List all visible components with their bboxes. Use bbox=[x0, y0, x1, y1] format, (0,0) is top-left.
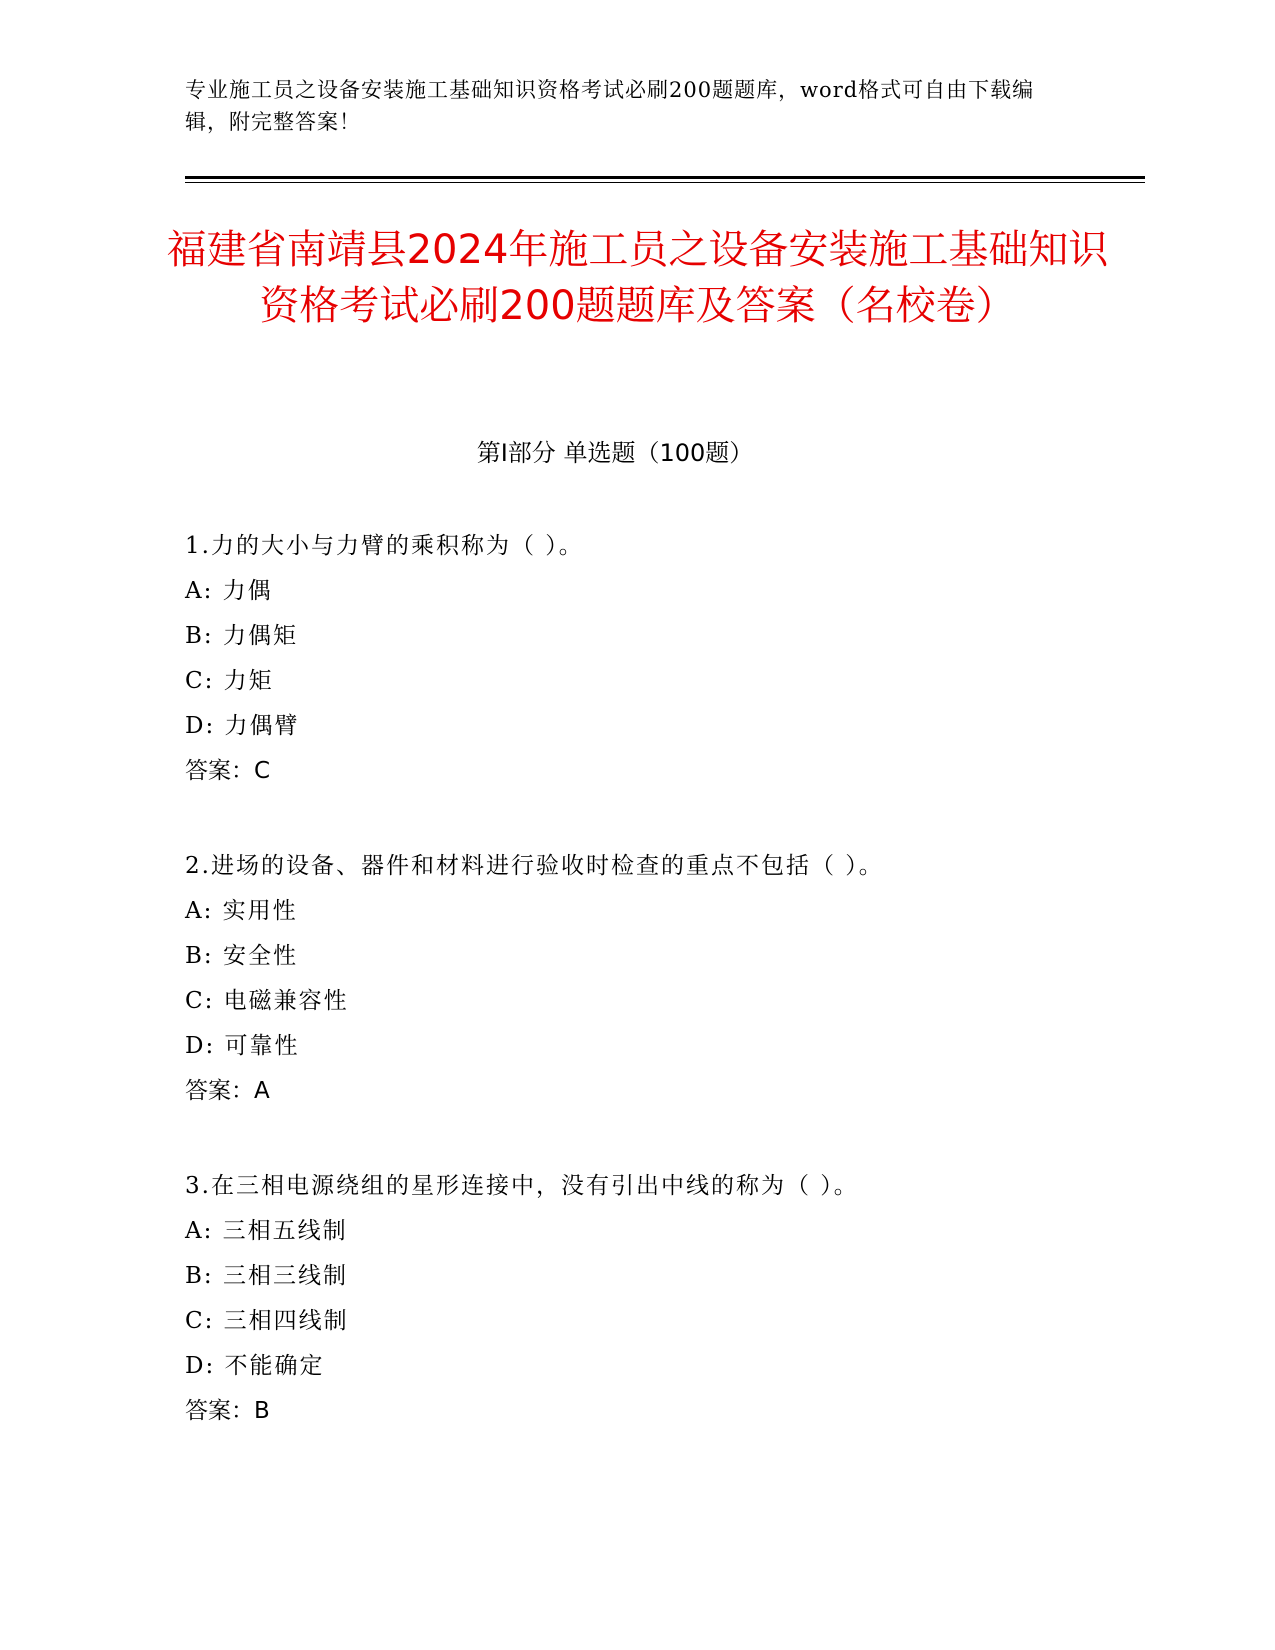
option-b: B: 三相三线制 bbox=[185, 1263, 348, 1289]
question-stem: 1.力的大小与力臂的乘积称为（ ）。 bbox=[185, 533, 584, 559]
question-stem: 2.进场的设备、器件和材料进行验收时检查的重点不包括（ ）。 bbox=[185, 853, 884, 879]
document-title: 福建省南靖县2024年施工员之设备安装施工基础知识资格考试必刷200题题库及答案（名校卷） bbox=[166, 227, 1109, 329]
answer: 答案：A bbox=[185, 1078, 270, 1104]
header-rule-thick bbox=[185, 176, 1145, 179]
header-rule-thin bbox=[185, 182, 1145, 183]
option-b: B: 安全性 bbox=[185, 943, 298, 969]
option-c: C: 力矩 bbox=[185, 668, 274, 694]
option-c: C: 三相四线制 bbox=[185, 1308, 349, 1334]
question-stem: 3.在三相电源绕组的星形连接中，没有引出中线的称为（ ）。 bbox=[185, 1173, 859, 1199]
question-1 bbox=[185, 524, 1145, 794]
answer: 答案：B bbox=[185, 1398, 270, 1424]
option-a: A: 实用性 bbox=[185, 898, 298, 924]
option-d: D: 力偶臂 bbox=[185, 713, 300, 739]
option-d: D: 不能确定 bbox=[185, 1353, 325, 1379]
option-a: A: 三相五线制 bbox=[185, 1218, 348, 1244]
header-note: 专业施工员之设备安装施工基础知识资格考试必刷200题题库，word格式可自由下载编辑，附完整答案！ bbox=[185, 78, 1035, 134]
section-heading: 第Ⅰ部分 单选题（100题） bbox=[476, 439, 754, 467]
option-a: A: 力偶 bbox=[185, 578, 273, 604]
option-d: D: 可靠性 bbox=[185, 1033, 300, 1059]
question-2 bbox=[185, 844, 1145, 1114]
option-c: C: 电磁兼容性 bbox=[185, 988, 349, 1014]
option-b: B: 力偶矩 bbox=[185, 623, 298, 649]
question-3 bbox=[185, 1164, 1145, 1434]
question-list bbox=[185, 524, 1145, 1484]
answer: 答案：C bbox=[185, 758, 271, 784]
